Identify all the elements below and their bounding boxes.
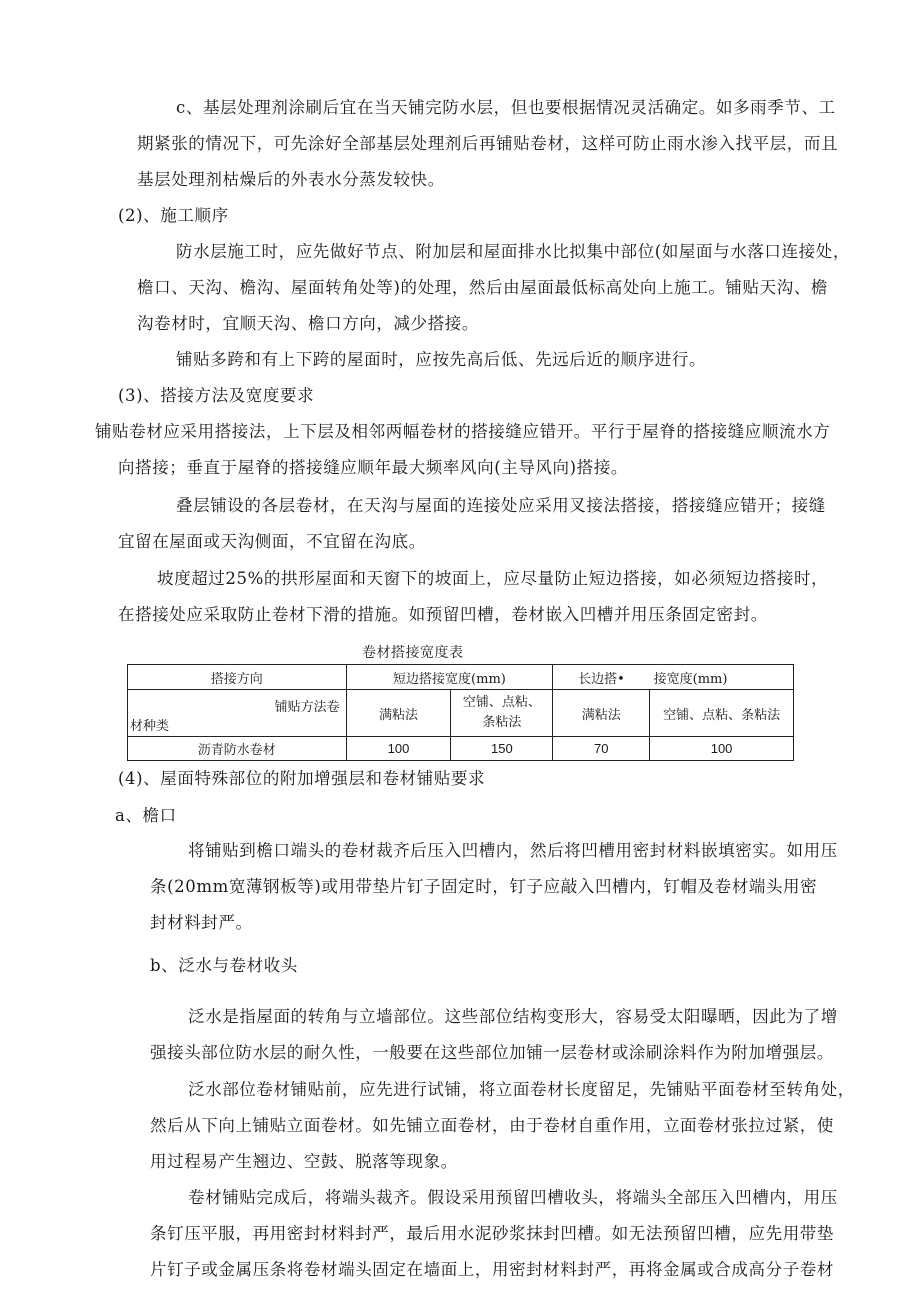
- sub-short-partial-line-2: 条粘法: [482, 715, 522, 730]
- diag-bottom-label: 材种类: [130, 719, 170, 734]
- subsection-b-p3-line-2: 条钉压平服，再用密封材料封严，最后用水泥砂浆抹封凹槽。如无法预留凹槽，应先用带垫: [150, 1224, 834, 1243]
- section-3-p1-line-1: 铺贴卷材应采用搭接法，上下层及相邻两幅卷材的搭接缝应错开。平行于屋脊的搭接缝应顺流水方: [95, 422, 831, 441]
- sub-short-partial: [451, 690, 553, 737]
- sub-long-partial: 空铺、点粘、条粘法: [650, 690, 794, 737]
- section-2-p1-line-3: 沟卷材时，宜顺天沟、檐口方向，减少搭接。: [137, 314, 479, 333]
- subsection-a-line-3: 封材料封严。: [150, 913, 253, 932]
- sub-short-full: 满粘法: [346, 690, 451, 737]
- section-2-p1-line-2: 檐口、天沟、檐沟、屋面转角处等)的处理，然后由屋面最低标高处向上施工。铺贴天沟、檐: [137, 278, 829, 297]
- row-asphalt-v2: 150: [451, 737, 553, 761]
- subsection-b-p1-line-1: 泛水是指屋面的转角与立墙部位。这些部位结构变形大，容易受太阳曝晒，因此为了增: [188, 1007, 838, 1026]
- subsection-a-heading: a、檐口: [115, 806, 177, 825]
- header-short-edge: 短边搭接宽度(mm): [346, 665, 553, 690]
- section-2-p2-line-1: 铺贴多跨和有上下跨的屋面时，应按先高后低、先远后近的顺序进行。: [176, 350, 707, 369]
- para-c-line-2: 期紧张的情况下，可先涂好全部基层处理剂后再铺贴卷材，这样可防止雨水渗入找平层，而且: [137, 134, 839, 153]
- header-diagonal-cell: [128, 690, 347, 737]
- section-3-p2-line-2: 宜留在屋面或天沟侧面，不宜留在沟底。: [118, 532, 426, 551]
- subsection-b-p3-line-3: 片钉子或金属压条将卷材端头固定在墙面上，用密封材料封严，再将金属或合成高分子卷材: [150, 1260, 834, 1279]
- section-3-p3-line-1: 坡度超过25%的拱形屋面和天窗下的坡面上，应尽量防止短边搭接，如必须短边搭接时，: [157, 569, 829, 588]
- section-3-p3-line-2: 在搭接处应采取防止卷材下滑的措施。如预留凹槽，卷材嵌入凹槽并用压条固定密封。: [118, 605, 768, 624]
- section-3-p1-line-2: 向搭接；垂直于屋脊的搭接缝应顺年最大频率风向(主导风向)搭接。: [118, 458, 628, 477]
- subsection-b-p2-line-1: 泛水部位卷材铺贴前，应先进行试铺，将立面卷材长度留足，先铺贴平面卷材至转角处，: [188, 1080, 855, 1099]
- table-caption: 卷材搭接宽度表: [362, 645, 464, 661]
- sub-long-full: 满粘法: [553, 690, 650, 737]
- header-long-edge-b: 接宽度(mm): [650, 665, 794, 690]
- para-c-line-1: c、基层处理剂涂刷后宜在当天铺完防水层，但也要根据情况灵活确定。如多雨季节、工: [176, 98, 836, 117]
- diag-top-label: 铺贴方法卷: [274, 700, 340, 715]
- subsection-b-p2-line-3: 用过程易产生翘边、空鼓、脱落等现象。: [150, 1152, 458, 1171]
- section-2-p1-line-1: 防水层施工时，应先做好节点、附加层和屋面排水比拟集中部位(如屋面与水落口连接处，: [176, 242, 850, 261]
- subsection-a-line-2: 条(20mm宽薄钢板等)或用带垫片钉子固定时，钉子应敲入凹槽内，钉帽及卷材端头用密: [150, 877, 818, 896]
- row-asphalt-v4: 100: [650, 737, 794, 761]
- section-2-heading: (2)、施工顺序: [118, 206, 229, 225]
- subsection-a-line-1: 将铺贴到檐口端头的卷材裁齐后压入凹槽内，然后将凹槽用密封材料嵌填密实。如用压: [188, 841, 838, 860]
- section-4-heading: (4)、屋面特殊部位的附加增强层和卷材铺贴要求: [118, 769, 486, 788]
- section-3-heading: (3)、搭接方法及宽度要求: [118, 386, 315, 405]
- header-long-edge-a: 长边搭•: [553, 665, 650, 690]
- subsection-b-p1-line-2: 强接头部位防水层的耐久性，一般要在这些部位加铺一层卷材或涂刷涂料作为附加增强层。: [150, 1043, 834, 1062]
- subsection-b-p3-line-1: 卷材铺贴完成后，将端头裁齐。假设采用预留凹槽收头，将端头全部压入凹槽内，用压: [188, 1188, 838, 1207]
- row-asphalt-v1: 100: [346, 737, 451, 761]
- header-direction: 搭接方向: [128, 665, 347, 690]
- para-c-line-3: 基层处理剂枯燥后的外表水分蒸发较快。: [137, 170, 445, 189]
- row-asphalt-label: 沥青防水卷材: [128, 737, 347, 761]
- section-3-p2-line-1: 叠层铺设的各层卷材，在天沟与屋面的连接处应采用叉接法搭接，搭接缝应错开；接缝: [176, 496, 826, 515]
- subsection-b-p2-line-2: 然后从下向上铺贴立面卷材。如先铺立面卷材，由于卷材自重作用，立面卷材张拉过紧，使: [150, 1116, 834, 1135]
- subsection-b-heading: b、泛水与卷材收头: [150, 956, 298, 975]
- sub-short-partial-line-1: 空铺、点粘、: [462, 695, 541, 710]
- row-asphalt-v3: 70: [553, 737, 650, 761]
- lap-width-table: [127, 664, 794, 761]
